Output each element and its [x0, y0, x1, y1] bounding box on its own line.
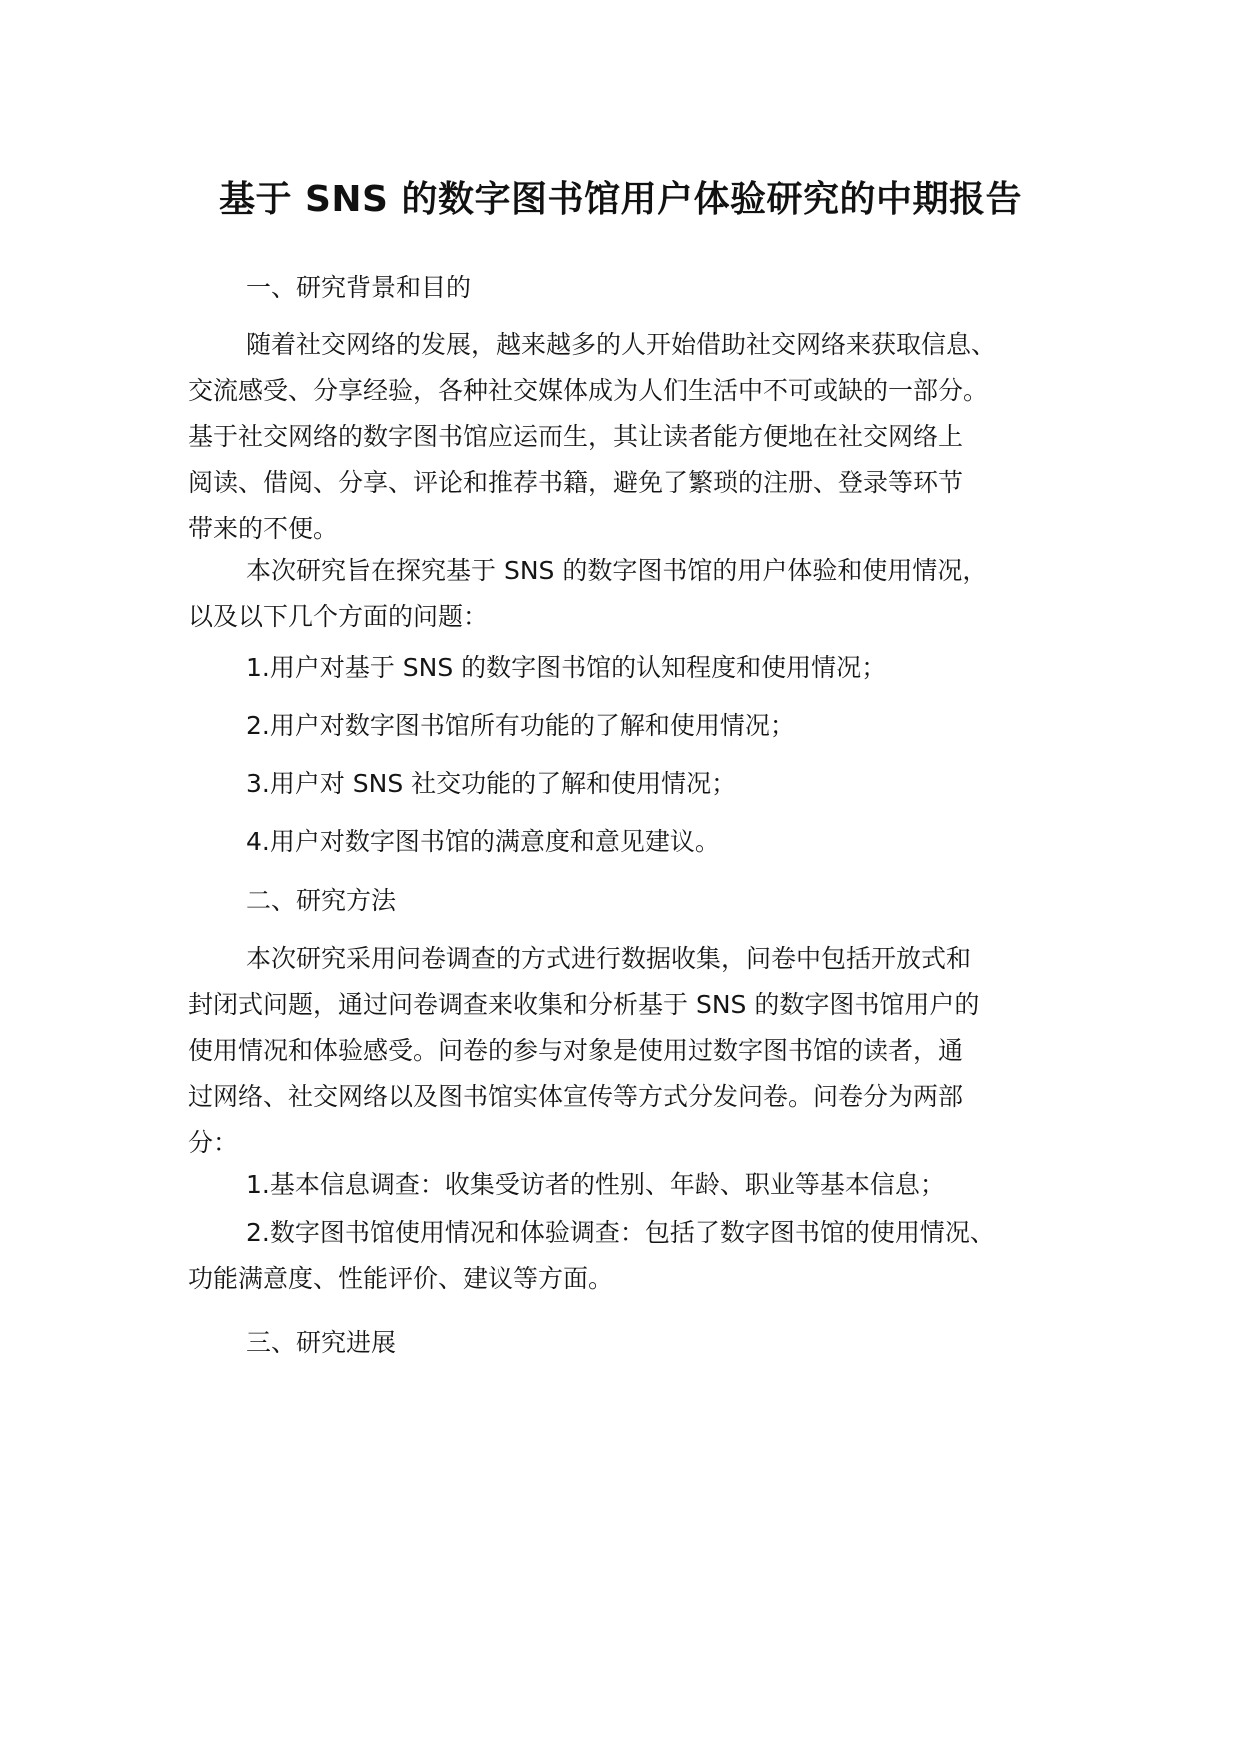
paragraph-background-line: 基于社交网络的数字图书馆应运而生，其让读者能方便地在社交网络上 — [188, 422, 964, 451]
question-item-1-line: 1.用户对基于 SNS 的数字图书馆的认知程度和使用情况； — [246, 653, 887, 682]
question-item-1 — [188, 645, 1068, 691]
survey-part-2 — [188, 1210, 1068, 1302]
paragraph-method-line: 本次研究采用问卷调查的方式进行数据收集，问卷中包括开放式和 — [246, 944, 972, 973]
document-title: 基于 SNS 的数字图书馆用户体验研究的中期报告 — [218, 179, 1023, 220]
heading-progress — [188, 1320, 1068, 1366]
question-item-2 — [188, 703, 1068, 749]
paragraph-purpose — [188, 548, 1068, 640]
question-item-3-line: 3.用户对 SNS 社交功能的了解和使用情况； — [246, 769, 737, 798]
heading-background — [188, 265, 1068, 311]
question-item-2-line: 2.用户对数字图书馆所有功能的了解和使用情况； — [246, 711, 795, 740]
paragraph-method-line: 使用情况和体验感受。问卷的参与对象是使用过数字图书馆的读者，通 — [188, 1036, 964, 1065]
survey-part-2-line: 2.数字图书馆使用情况和体验调查：包括了数字图书馆的使用情况、 — [246, 1218, 995, 1247]
paragraph-background-line: 带来的不便。 — [188, 514, 339, 543]
heading-progress-line: 三、研究进展 — [246, 1328, 397, 1357]
question-item-4-line: 4.用户对数字图书馆的满意度和意见建议。 — [246, 827, 720, 856]
survey-part-2-line: 功能满意度、性能评价、建议等方面。 — [188, 1264, 614, 1293]
question-item-4 — [188, 819, 1068, 865]
heading-method — [188, 878, 1068, 924]
paragraph-background-line: 阅读、借阅、分享、评论和推荐书籍，避免了繁琐的注册、登录等环节 — [188, 468, 964, 497]
question-item-3 — [188, 761, 1068, 807]
paragraph-method-line: 封闭式问题，通过问卷调查来收集和分析基于 SNS 的数字图书馆用户的 — [188, 990, 980, 1019]
paragraph-background — [188, 322, 1068, 552]
survey-part-1 — [188, 1162, 1068, 1208]
paragraph-method — [188, 936, 1068, 1166]
paragraph-purpose-line: 以及以下几个方面的问题： — [188, 602, 489, 631]
paragraph-background-line: 交流感受、分享经验，各种社交媒体成为人们生活中不可或缺的一部分。 — [188, 376, 989, 405]
survey-part-1-line: 1.基本信息调查：收集受访者的性别、年龄、职业等基本信息； — [246, 1170, 945, 1199]
heading-background-line: 一、研究背景和目的 — [246, 273, 472, 302]
paragraph-background-line: 随着社交网络的发展，越来越多的人开始借助社交网络来获取信息、 — [246, 330, 997, 359]
paragraph-method-line: 过网络、社交网络以及图书馆实体宣传等方式分发问卷。问卷分为两部 — [188, 1082, 964, 1111]
heading-method-line: 二、研究方法 — [246, 886, 397, 915]
paragraph-purpose-line: 本次研究旨在探究基于 SNS 的数字图书馆的用户体验和使用情况， — [246, 556, 988, 585]
paragraph-method-line: 分： — [188, 1128, 239, 1157]
